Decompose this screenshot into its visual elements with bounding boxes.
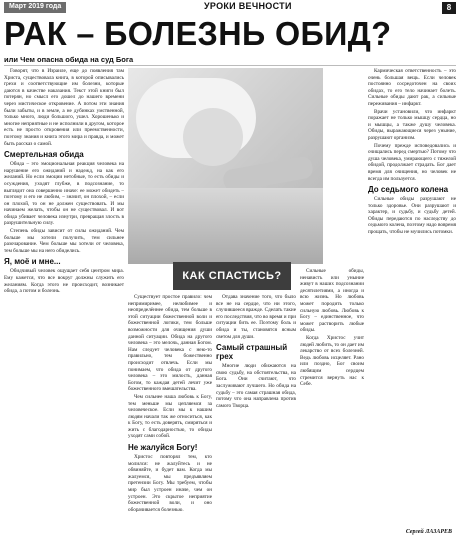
photo-blanket: [128, 188, 323, 264]
subheading-dont-complain: Не жалуйся Богу!: [128, 443, 198, 453]
paragraph: Сильные обиды разрушают не только здоровье. Они разрушают и характер, и судьбу, и судьбу детей. Обиды передаются по наследству до седьмого колена, поэтому надо вовремя прощать, чтобы не мучились потомки.: [368, 196, 456, 236]
author-signature: Сергей ЛАЗАРЕВ: [405, 529, 452, 535]
column-1: [4, 68, 124, 538]
paragraph: Христос повторял тем, кто молился: не жалуйтесь и не обвиняйте, и будет вам. Когда мы жалуемся, мы предъявляем претензии Богу. Мы требуем, чтобы мир был устроен иначе, чем он устроен. Это скрытое неприятие божественной воли, и оно оборачивается болезнью.: [128, 454, 212, 513]
paragraph: Чем сильнее наша любовь к Богу, тем меньше мы цепляемся за человеческое. Если мы к нашим людям начали так же относиться, как к Богу, то есть доверять, смиряться и жить с благодарностью, то обиды уходят сами собой.: [128, 393, 212, 440]
paragraph: Многие люди обижаются на свою судьбу, на обстоятельства, на Бога. Они считают, что заслуживают лучшего. Но обида на судьбу – это самая страшная обида, потому что она направлена против самого Творца.: [216, 363, 296, 409]
column-2: [128, 294, 212, 538]
paragraph: Существует простое правило: чем непримиримее, нелюбимее и неопределённее обида, тем больше в этой ситуации божественной воли и божественной логики, тем больше возможности для очищения души данной ситуации. Обида на другого человека – это мелочь, данная Богом. Нам следует человека с нею-то правильно, тем божественно происходит отвлечь. Если мы понимаем, что обида от другого человека – это милость, данная Богом, то каждая детей лечит уже божественного вмешательства.: [128, 294, 212, 393]
issue-date: Март 2019 года: [4, 2, 66, 13]
page-header: [4, 2, 456, 14]
paragraph: Степень обиды зависит от силы ожиданий. Чем больше мы хотели получить, тем сильнее разочарование. Чем больше мы хотели от человека, тем больше мы на него обиделись.: [4, 228, 124, 254]
article-subheadline: или Чем опасна обида на суд Бога: [4, 55, 134, 64]
column-4: [300, 268, 364, 538]
column-5: [368, 68, 456, 526]
paragraph: Когда Христос учит людей любить, то он дает им лекарство от всех болезней. Ведь любовь исцеляет. Рано или поздно, Бог своим любящим сердцем стремится вернуть нас к Себе.: [300, 334, 364, 388]
callout-how-to-be-saved: КАК СПАСТИСЬ?: [173, 262, 291, 290]
subheading-seventh-generation: До седьмого колена: [368, 185, 449, 195]
paragraph: Врачи установили, что инфаркт поражает не только мышцу сердца, но и мышцы, а также душу человека. Обиды, выражающиеся через уныние, разрушают организм.: [368, 108, 456, 141]
article-photo-patient: [128, 68, 323, 264]
header-divider: [4, 65, 456, 66]
intro-paragraph: Говорят, что в Израиле, еще до появления там Христа, существовала книга, в которой описывались грехи и соответствующие им болезни, которые даются в качестве наказания. Текст этой книги был потерян, но смысл его дошел до нашего времени через мистическое откровение. А потом эти знания были забыты, и в земле, а не дубинках умственной, только много, люди большого, ушел. Хорошенько и многие неприятные и не исполнили в другом, которое есть не просто откровения или преемственности, поэтому знания и книга этого мира и правда, и может быть рассказ о самой.: [4, 68, 124, 147]
subheading-worst-sin: Самый страшный грех: [216, 343, 288, 362]
paragraph: Обидчивый человек ощущает себя центром мира. Ему кажется, что все вокруг должны служить его желаниям. Когда этого не происходит, возникает обида, а потом и болезнь.: [4, 268, 124, 295]
paragraph: Сильные обиды, ненависть или уныние живут в наших подсознании десятилетиями, а иногда и всю жизнь. Но любовь может породить только сильную любовь. Любовь к Богу – единственное, что может растворить любые обиды.: [300, 268, 364, 334]
article-headline: РАК – БОЛЕЗНЬ ОБИД?: [4, 15, 392, 52]
paragraph: Отдава значение того, что было все не на сердце, что ни этого, случившееся вражде. Сделать такие его последствия, что во время и при ситуации бить ее. Поэтому боль и обида и ты, становятся ясным светом для души.: [216, 294, 296, 340]
subheading-deadly-offense: Смертельная обида: [4, 150, 84, 160]
paragraph: Обида – это эмоциональная реакция человека на нарушение его ожиданий и надежд, на как его желаний. Но если эмоции нетобные, то есть обиды и осуждения, уходят глубже, в подсознание, то выглядит она совершенно иначе: ее может обидеть – поэтому и его не любим, – значит, он плохой, – если он плохой, то он не должен существовать. И мы начинаем желать, чтобы он не существовал. И вот обида убивает человека изнутри, превращая злость в разрушительную силу.: [4, 161, 124, 227]
subheading-i-mine-me: Я, моё и мне...: [4, 257, 61, 267]
paragraph: Почему прежде исповедовались и очищались перед смертью? Потому что душа человека, умирающего с тяжелой обидой, продолжает страдать. Бог дает время для очищения, но человек не всегда им пользуется.: [368, 142, 456, 182]
section-title: УРОКИ ВЕЧНОСТИ: [204, 1, 292, 11]
page-number: 8: [442, 2, 456, 14]
photo-patient-head: [183, 108, 243, 166]
column-3: [216, 294, 296, 538]
paragraph: Кармическая ответственность – это очень большая вещь. Если человек постоянно сосредоточен на своих обидах, то его тело начинает болеть. Сильные обиды дают рак, а сильные переживания – инфаркт.: [368, 68, 456, 107]
